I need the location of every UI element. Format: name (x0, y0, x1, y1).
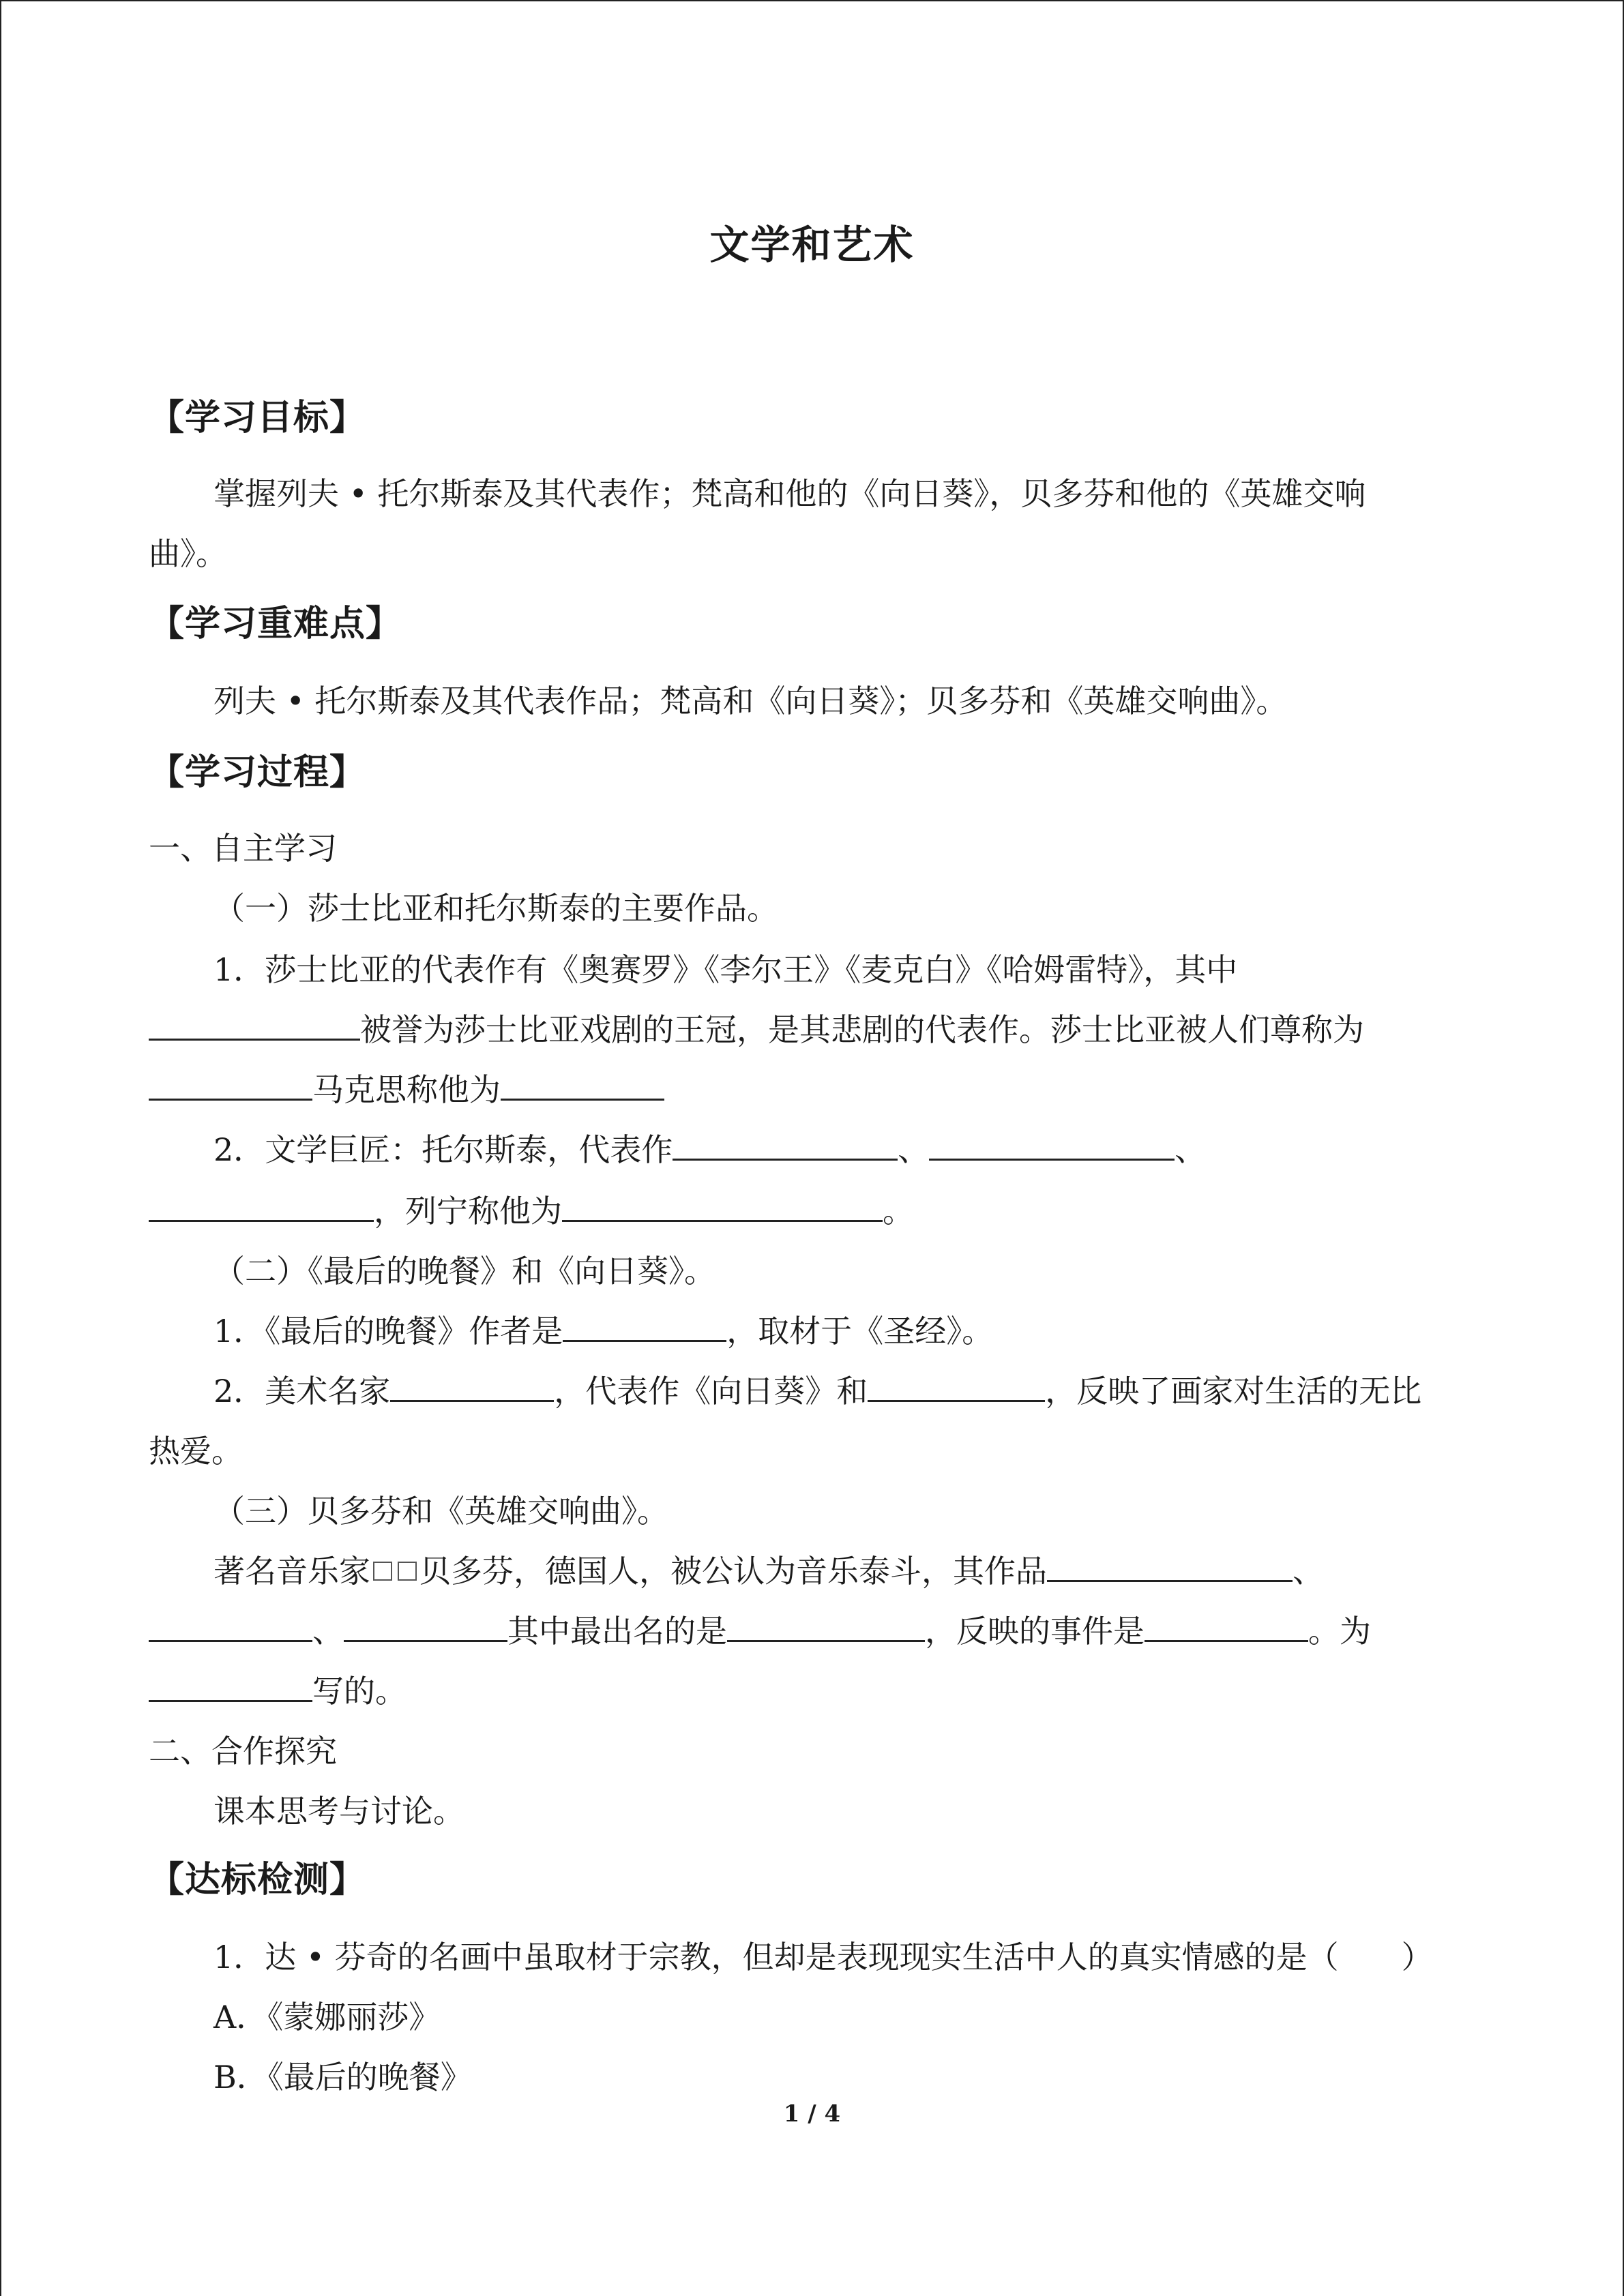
part1-title: 一、自主学习 (149, 830, 337, 867)
answer-blank[interactable] (562, 1191, 883, 1222)
answer-blank[interactable] (673, 1130, 898, 1161)
q1-line3: 马克思称他为 (149, 1069, 664, 1110)
answer-blank[interactable] (149, 1070, 312, 1101)
goals-line2: 曲》。 (149, 535, 227, 572)
test-heading: 【达标检测】 (149, 1859, 366, 1900)
test-option-a: A．《蒙娜丽莎》 (213, 1999, 441, 2036)
placeholder-box-icon (373, 1562, 392, 1581)
page-left-border (0, 0, 1, 2296)
sub3-title: （三）贝多芬和《英雄交响曲》。 (213, 1493, 668, 1530)
answer-blank[interactable] (501, 1070, 664, 1101)
answer-blank[interactable] (149, 1010, 360, 1041)
answer-blank[interactable] (390, 1371, 554, 1402)
q4-line1: 2．美术名家 ，代表作《向日葵》和 ，反映了画家对生活的无比 (213, 1373, 1422, 1410)
answer-blank[interactable] (149, 1671, 312, 1702)
answer-blank[interactable] (344, 1611, 507, 1642)
q2-line2: ，列宁称他为 。 (149, 1191, 914, 1232)
goals-heading: 【学习目标】 (149, 397, 366, 438)
q3-line: 1．《最后的晚餐》作者是 ，取材于《圣经》。 (213, 1313, 994, 1350)
placeholder-box-icon (398, 1562, 417, 1581)
page-top-border (0, 0, 1623, 1)
q5-line3: 写的。 (149, 1671, 407, 1712)
answer-blank[interactable] (868, 1371, 1045, 1402)
sub2-title: （二）《最后的晚餐》和《向日葵》。 (213, 1253, 715, 1289)
answer-blank[interactable] (563, 1311, 726, 1342)
sub1-title: （一）莎士比亚和托尔斯泰的主要作品。 (213, 890, 778, 927)
q5-line2: 、 其中最出名的是 ，反映的事件是 。为 (149, 1611, 1371, 1652)
key-points-line1: 列夫 • 托尔斯泰及其代表作品；梵高和《向日葵》；贝多芬和《英雄交响曲》。 (213, 683, 1288, 719)
answer-blank[interactable] (727, 1611, 925, 1642)
process-heading: 【学习过程】 (149, 751, 366, 793)
key-points-heading: 【学习重难点】 (149, 603, 402, 644)
test-option-b: B．《最后的晚餐》 (213, 2059, 472, 2096)
q4-line2: 热爱。 (149, 1433, 243, 1470)
page-number: 1 / 4 (783, 2100, 841, 2128)
test-q1: 1．达 • 芬奇的名画中虽取材于宗教，但却是表现现实生活中人的真实情感的是（ ） (213, 1939, 1433, 1976)
answer-blank[interactable] (929, 1130, 1175, 1161)
answer-blank[interactable] (1145, 1611, 1308, 1642)
goals-line1: 掌握列夫 • 托尔斯泰及其代表作；梵高和他的《向日葵》，贝多芬和他的《英雄交响 (213, 475, 1366, 512)
q5-line1: 著名音乐家 贝多芬，德国人，被公认为音乐泰斗，其作品 、 (213, 1553, 1324, 1590)
q1-line2: 被誉为莎士比亚戏剧的王冠，是其悲剧的代表作。莎士比亚被人们尊称为 (149, 1009, 1364, 1050)
q2-line1: 2．文学巨匠：托尔斯泰，代表作 、 、 (213, 1131, 1207, 1168)
part2-title: 二、合作探究 (149, 1733, 337, 1770)
answer-blank[interactable] (149, 1611, 312, 1642)
page-title: 文学和艺术 (709, 222, 915, 268)
answer-blank[interactable] (149, 1191, 374, 1222)
part2-text: 课本思考与讨论。 (213, 1793, 464, 1830)
answer-blank[interactable] (1047, 1551, 1293, 1582)
q1-line1: 1．莎士比亚的代表作有《奥赛罗》《李尔王》《麦克白》《哈姆雷特》，其中 (213, 951, 1238, 988)
